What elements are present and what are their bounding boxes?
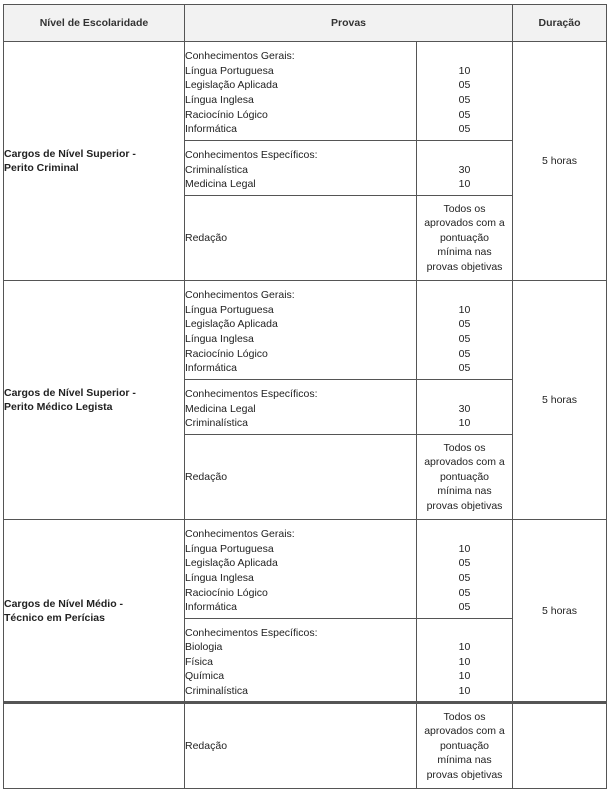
- subject-name: Criminalística: [185, 684, 249, 697]
- duration-cell: 5 horas: [513, 520, 607, 703]
- subject-points: 30: [458, 163, 471, 176]
- redacao-note-line: mínima nas: [437, 246, 492, 259]
- subject-points: 10: [458, 655, 471, 668]
- redacao-label: Redação: [185, 196, 417, 281]
- points-cell: [417, 42, 513, 141]
- subject-points: 10: [458, 670, 471, 683]
- level-line: Perito Médico Legista: [4, 401, 113, 413]
- subject-name: Criminalística: [185, 417, 249, 430]
- subject-name: Língua Portuguesa: [185, 64, 274, 77]
- exam-table: [3, 4, 607, 789]
- subject-points: 05: [458, 601, 471, 614]
- subject-name: Biologia: [185, 641, 223, 654]
- block-title: Conhecimentos Gerais:: [185, 50, 295, 63]
- subject-name: Língua Inglesa: [185, 94, 254, 106]
- subject-name: Raciocínio Lógico: [185, 586, 268, 599]
- redacao-note: [417, 435, 513, 520]
- redacao-note-line: mínima nas: [437, 485, 492, 498]
- subjects-cell: [185, 141, 417, 196]
- level-cell: [4, 520, 185, 703]
- points-spacer: [417, 383, 512, 402]
- subject-points: 05: [458, 347, 471, 360]
- redacao-note-line: provas objetivas: [426, 768, 503, 781]
- block-title: Conhecimentos Específicos:: [185, 626, 318, 639]
- subjects-cell: [185, 42, 417, 141]
- subject-points: 05: [458, 108, 471, 121]
- redacao-label: Redação: [185, 703, 417, 789]
- block-title: Conhecimentos Gerais:: [185, 289, 295, 302]
- subject-name: Língua Inglesa: [185, 333, 254, 345]
- group-row: [4, 42, 607, 141]
- subject-points: 05: [458, 94, 471, 106]
- group-row: [4, 520, 607, 619]
- redacao-note-line: pontuação: [439, 231, 490, 244]
- redacao-note-line: mínima nas: [437, 754, 492, 767]
- subject-name: Informática: [185, 123, 237, 136]
- subject-name: Física: [185, 655, 214, 668]
- block-title: Conhecimentos Específicos:: [185, 149, 318, 162]
- redacao-note-line: Todos os: [443, 710, 486, 723]
- points-spacer: [417, 45, 512, 64]
- redacao-note-line: pontuação: [439, 470, 490, 483]
- level-cell-empty: [4, 703, 185, 789]
- subject-points: 05: [458, 333, 471, 345]
- subject-name: Medicina Legal: [185, 402, 256, 415]
- level-cell: [4, 42, 185, 281]
- redacao-note-line: provas objetivas: [426, 499, 503, 512]
- subjects-cell: [185, 380, 417, 435]
- block-title: Conhecimentos Específicos:: [185, 388, 318, 401]
- duration-cell: 5 horas: [513, 281, 607, 520]
- subject-name: Raciocínio Lógico: [185, 108, 268, 121]
- points-cell: [417, 520, 513, 619]
- subject-points: 10: [458, 303, 471, 316]
- subjects-cell: [185, 281, 417, 380]
- subject-name: Legislação Aplicada: [185, 79, 278, 92]
- header-provas: Provas: [185, 5, 513, 42]
- subject-points: 05: [458, 586, 471, 599]
- redacao-note-line: Todos os: [443, 441, 486, 454]
- subject-name: Legislação Aplicada: [185, 318, 278, 331]
- redacao-note-line: aprovados com a: [424, 725, 505, 738]
- header-level: Nível de Escolaridade: [4, 5, 185, 42]
- level-cell: [4, 281, 185, 520]
- subjects-cell: [185, 520, 417, 619]
- redacao-note-line: aprovados com a: [424, 217, 505, 230]
- subject-points: 05: [458, 557, 471, 570]
- subject-name: Informática: [185, 601, 237, 614]
- level-line: Perito Criminal: [4, 162, 79, 174]
- duration-cell: 5 horas: [513, 42, 607, 281]
- subject-name: Língua Inglesa: [185, 572, 254, 584]
- redacao-note: [417, 196, 513, 281]
- points-spacer: [417, 144, 512, 163]
- group-row: [4, 281, 607, 380]
- redacao-row: [4, 703, 607, 789]
- header-duration: Duração: [513, 5, 607, 42]
- redacao-note: [417, 703, 513, 789]
- subject-points: 30: [458, 402, 471, 415]
- points-cell: [417, 141, 513, 196]
- subject-name: Criminalística: [185, 163, 249, 176]
- level-line: Cargos de Nível Superior -: [4, 148, 136, 160]
- block-title: Conhecimentos Gerais:: [185, 528, 295, 541]
- subject-points: 05: [458, 572, 471, 584]
- level-line: Cargos de Nível Médio -: [4, 597, 124, 610]
- subject-points: 05: [458, 79, 471, 92]
- subject-name: Língua Portuguesa: [185, 303, 274, 316]
- points-cell: [417, 380, 513, 435]
- redacao-label: Redação: [185, 435, 417, 520]
- subjects-cell: [185, 619, 417, 703]
- redacao-note-line: aprovados com a: [424, 456, 505, 469]
- subject-points: 10: [458, 64, 471, 77]
- subject-points: 10: [458, 417, 471, 430]
- duration-cell-empty: [513, 703, 607, 789]
- subject-name: Língua Portuguesa: [185, 542, 274, 555]
- points-spacer: [417, 284, 512, 303]
- points-spacer: [417, 622, 512, 641]
- redacao-note-line: pontuação: [439, 739, 490, 752]
- subject-points: 10: [458, 178, 471, 191]
- subject-name: Raciocínio Lógico: [185, 347, 268, 360]
- level-line: Cargos de Nível Superior -: [4, 387, 136, 399]
- points-cell: [417, 619, 513, 703]
- subject-name: Legislação Aplicada: [185, 557, 278, 570]
- subject-points: 05: [458, 123, 471, 136]
- subject-points: 05: [458, 318, 471, 331]
- header-row: [4, 5, 607, 42]
- subject-points: 10: [458, 641, 471, 654]
- points-cell: [417, 281, 513, 380]
- subject-points: 10: [458, 684, 471, 697]
- subject-name: Medicina Legal: [185, 178, 256, 191]
- subject-points: 10: [458, 542, 471, 555]
- subject-name: Química: [185, 670, 225, 683]
- subject-points: 05: [458, 362, 471, 375]
- points-spacer: [417, 523, 512, 542]
- level-line: Técnico em Perícias: [4, 611, 105, 624]
- redacao-note-line: Todos os: [443, 202, 486, 215]
- subject-name: Informática: [185, 362, 237, 375]
- redacao-note-line: provas objetivas: [426, 260, 503, 273]
